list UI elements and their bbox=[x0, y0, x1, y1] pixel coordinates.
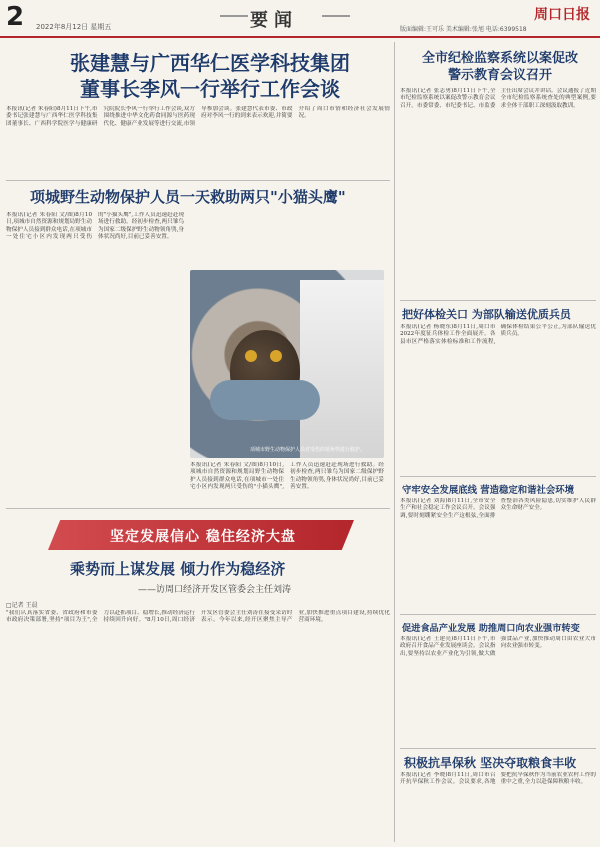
lead-headline-line1: 张建慧与广西华仁医学科技集团 bbox=[70, 51, 350, 75]
gloved-hands bbox=[210, 380, 320, 420]
lead-headline-line2: 董事长李风一行举行工作会谈 bbox=[80, 77, 340, 101]
owl-rescue-photo bbox=[190, 270, 384, 458]
divider bbox=[400, 476, 596, 477]
interview-subtitle: ——访周口经济开发区管委会主任刘涛 bbox=[138, 585, 292, 595]
lead-headline bbox=[40, 50, 380, 102]
photo-caption: 项城市野生动物保护人员对受伤的领角鸮进行救护。 bbox=[250, 447, 366, 453]
discipline-body: 本报讯(记者 张志勇)8月11日下午,全市纪检监察系统以案促改警示教育会议召开。市委常委、市纪委书记、市监委主任出席会议并讲话。会议通报了近期全市纪检监察系统查处的典型案例,要求全体干部职工深刻汲取教训。 bbox=[400, 88, 596, 109]
divider bbox=[400, 748, 596, 749]
masthead bbox=[0, 0, 600, 38]
recruit-headline: 把好体检关口 为部队输送优质兵员 bbox=[402, 308, 571, 321]
interview-headline: 乘势而上谋发展 倾力作为稳经济 bbox=[70, 560, 286, 578]
discipline-headline-line1: 全市纪检监察系统以案促改 bbox=[421, 51, 578, 66]
interview-body: "我们认真落实省委、省政府和市委市政府决策部署,坚持"项目为王",全力以赴抓项目、稳增长,推动经济运行持续回升向好。"8月10日,周口经济开发区管委会主任刘涛在接受采访时表示。今年以来,经开区聚焦主导产业,加快推进重点项目建设,持续优化营商环境。 bbox=[6, 610, 390, 624]
section-rule-left bbox=[220, 15, 248, 17]
safety-headline: 守牢安全发展底线 营造稳定和谐社会环境 bbox=[402, 485, 575, 496]
divider bbox=[6, 180, 390, 181]
discipline-headline bbox=[410, 50, 590, 84]
interview-byline: □记者 王晨 bbox=[6, 602, 38, 609]
kitten-body: 本报讯(记者 朱春阳 文/图)8月10日,项城市自然资源和规划局野生动物保护人员接到群众电话,在项城市一处住宅小区内发现两只受伤的"小猫头鹰",工作人员迅速赶赴现场进行救助。经初步检查,两只雏鸟为国家二级保护野生动物领角鸮,身体状况尚好,目前已妥善安置。 bbox=[6, 212, 184, 241]
owl-eye-left bbox=[245, 350, 257, 362]
lead-body: 本报讯(记者 朱春阳)8月11日下午,市委书记张建慧与广西华仁医学科技集团董事长、广西科学院医学与健康研究院院长李风一行举行工作会谈,双方围绕推进中华文化药食同源与医药现代化、健康产业发展等进行交流,市领导参加会谈。张建慧代表市委、市政府对李风一行的到来表示欢迎,并简要介绍了周口市情和经济社会发展情况。 bbox=[6, 106, 390, 127]
drought-body: 本报讯(记者 李晓)8月11日,周口市召开抗旱保秋工作会议。会议要求,各地要把抗旱保秋作为当前农业农村工作的重中之重,全力以赴保障秋粮丰收。 bbox=[400, 772, 596, 786]
divider bbox=[400, 300, 596, 301]
safety-body: 本报讯(记者 刘海)8月11日,全市安全生产和社会稳定工作会议召开。会议强调,要时刻绷紧安全生产这根弦,全面排查整治各类风险隐患,切实维护人民群众生命财产安全。 bbox=[400, 498, 596, 519]
kitten-body-continued: 本报讯(记者 朱春阳 文/图)8月10日,项城市自然资源和规划局野生动物保护人员接到群众电话,在项城市一处住宅小区内发现两只受伤的"小猫头鹰",工作人员迅速赶赴现场进行救助。经初步检查,两只雏鸟为国家二级保护野生动物领角鸮,身体状况尚好,目前已妥善安置。 bbox=[190, 462, 384, 491]
kitten-headline: 项城野生动物保护人员一天救助两只"小猫头鹰" bbox=[30, 188, 346, 206]
divider bbox=[6, 508, 390, 509]
food-industry-headline: 促进食品产业发展 助推周口向农业强市转变 bbox=[402, 623, 580, 634]
recruit-body: 本报讯(记者 杨晓东)8月11日,周口市2022年度征兵体检工作全面展开。各县市区严格落实体检标准和工作流程,确保体检结果公平公正,为部队输送优质兵员。 bbox=[400, 324, 596, 345]
rescuer-figure bbox=[300, 280, 384, 458]
issue-date: 2022年8月12日 星期五 bbox=[36, 23, 112, 31]
divider bbox=[400, 614, 596, 615]
paper-logo: 周口日报 bbox=[534, 7, 590, 23]
page-number: 2 bbox=[6, 2, 25, 32]
owl-eye-right bbox=[270, 350, 282, 362]
editor-credits: 版面编辑:王可乐 美术编辑:张旭 电话:6399518 bbox=[400, 26, 527, 33]
section-title: 要闻 bbox=[250, 10, 298, 31]
section-rule-right bbox=[322, 15, 350, 17]
drought-headline: 积极抗旱保秋 坚决夺取粮食丰收 bbox=[404, 756, 577, 770]
food-industry-body: 本报讯(记者 王建亮)8月11日下午,市政府召开食品产业发展座谈会。会议指出,要坚持以农业产业化为引领,做大做强食品产业,加快推动周口由农业大市向农业强市转变。 bbox=[400, 636, 596, 657]
column-divider bbox=[394, 42, 395, 842]
discipline-headline-line2: 警示教育会议召开 bbox=[447, 68, 552, 83]
campaign-banner-text: 坚定发展信心 稳住经济大盘 bbox=[110, 529, 296, 545]
